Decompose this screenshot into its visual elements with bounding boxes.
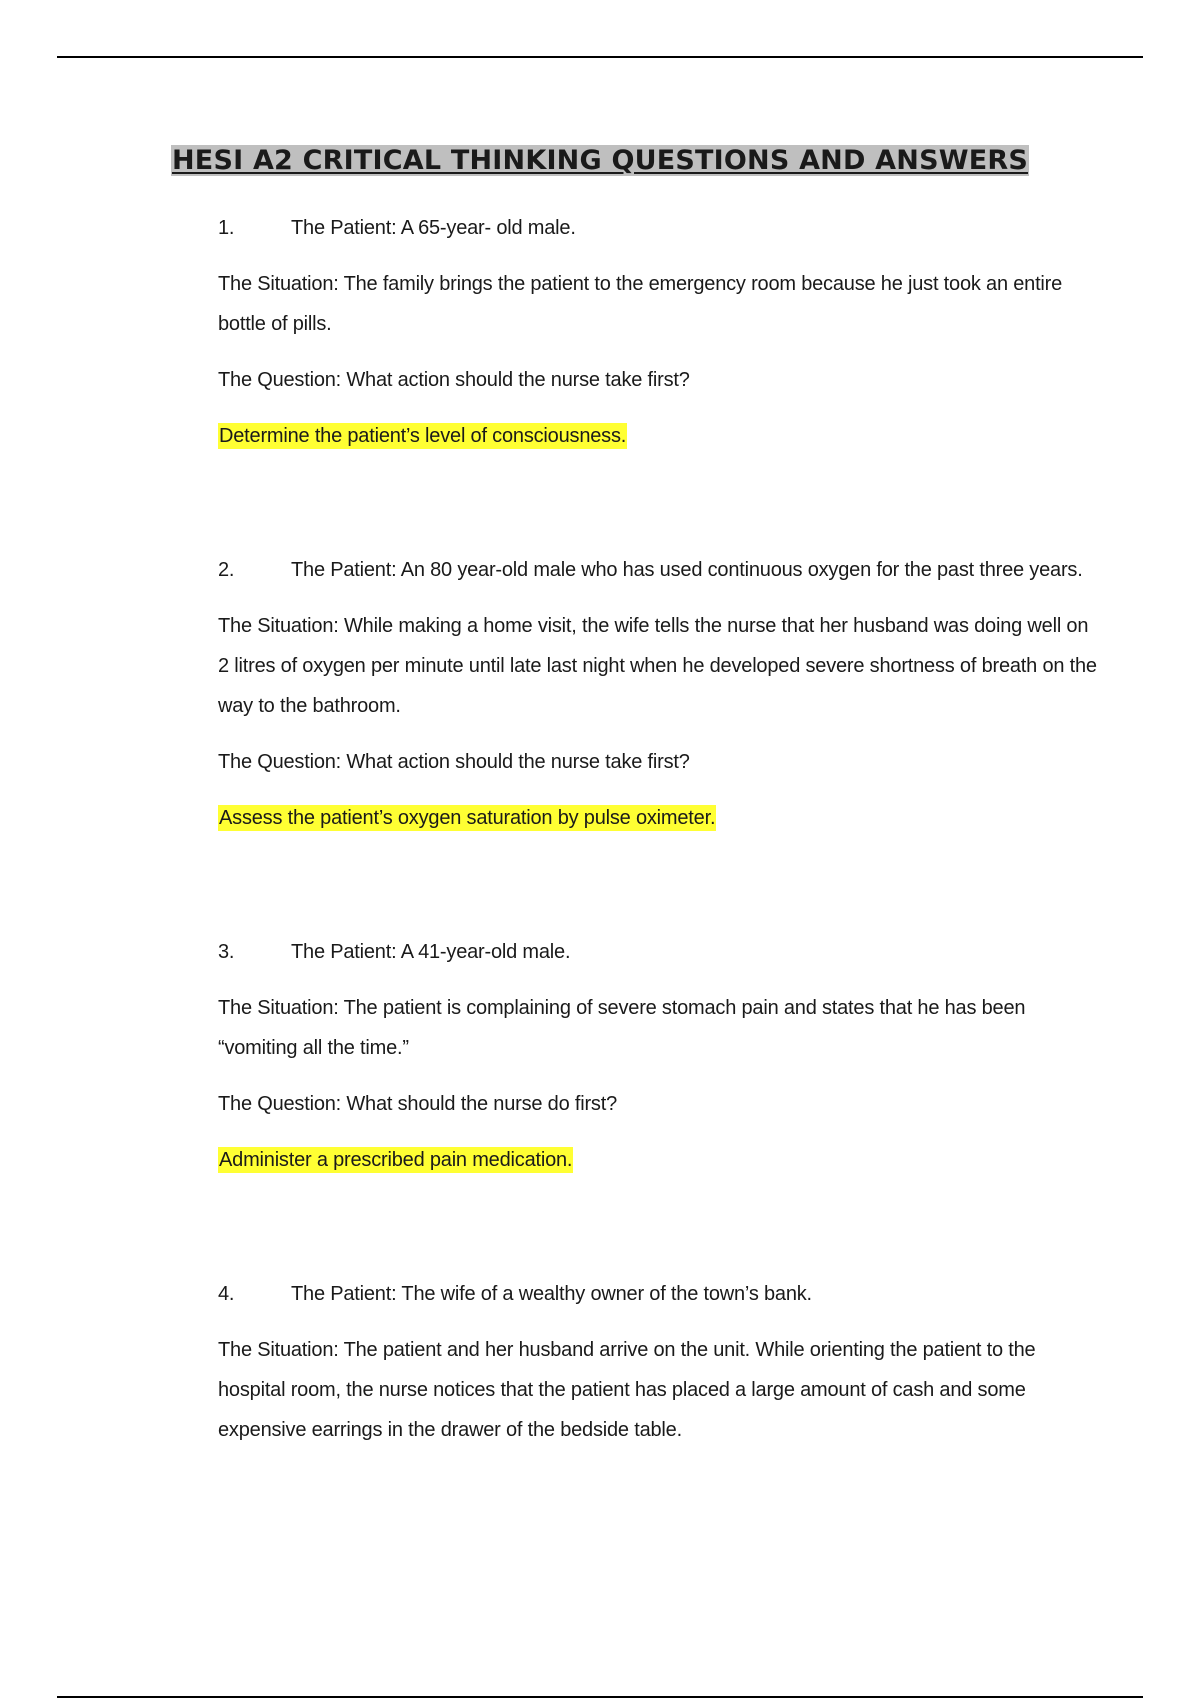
question-number: 1. [218, 217, 235, 239]
spacer [218, 1180, 1098, 1274]
question-number: 3. [218, 941, 235, 963]
answer-line [218, 798, 1098, 838]
patient-text: The Patient: A 41-year-old male. [291, 941, 571, 963]
spacer [218, 456, 1098, 550]
document-title-text: HESI A2 CRITICAL THINKING QUESTIONS AND ANSWERS [172, 145, 1028, 176]
footer-rule [57, 1696, 1143, 1698]
answer-line [218, 1140, 1098, 1180]
question-text: The Question: What action should the nurse take first? [218, 751, 690, 773]
question-text: The Question: What should the nurse do first? [218, 1093, 617, 1115]
situation-text: The Situation: The patient and her husband arrive on the unit. While orienting the patient to the hospital room, the nurse notices that the patient has placed a large amount of cash and some expensive earrings in the drawer of the bedside table. [218, 1339, 1036, 1441]
situation-text: The Situation: The family brings the patient to the emergency room because he just took an entire bottle of pills. [218, 273, 1063, 335]
patient-text: The Patient: An 80 year-old male who has used continuous oxygen for the past three years. [291, 559, 1083, 581]
question-text: The Question: What action should the nurse take first? [218, 369, 690, 391]
answer-line [218, 416, 1098, 456]
patient-line [218, 1274, 1098, 1314]
question-block-4 [218, 1274, 1098, 1450]
header-rule [57, 56, 1143, 58]
patient-text: The Patient: A 65-year- old male. [291, 217, 576, 239]
answer-highlight: Assess the patient’s oxygen saturation by pulse oximeter. [219, 807, 716, 829]
question-block-1 [218, 208, 1098, 456]
question-block-2 [218, 550, 1098, 838]
patient-text: The Patient: The wife of a wealthy owner of the town’s bank. [291, 1283, 812, 1305]
document-body [218, 208, 1098, 1466]
situation-text: The Situation: While making a home visit, the wife tells the nurse that her husband was doing well on 2 litres of oxygen per minute until late last night when he developed severe shortness of breath on the way to the bathroom. [218, 615, 1097, 717]
question-block-3 [218, 932, 1098, 1180]
question-number: 4. [218, 1283, 235, 1305]
patient-line [218, 550, 1098, 590]
situation-text: The Situation: The patient is complaining of severe stomach pain and states that he has been “vomiting all the time.” [218, 997, 1026, 1059]
document-title [0, 142, 1200, 180]
answer-highlight: Administer a prescribed pain medication. [219, 1149, 573, 1171]
answer-highlight: Determine the patient’s level of consciousness. [219, 425, 627, 447]
patient-line [218, 932, 1098, 972]
patient-line [218, 208, 1098, 248]
question-number: 2. [218, 559, 235, 581]
spacer [218, 838, 1098, 932]
